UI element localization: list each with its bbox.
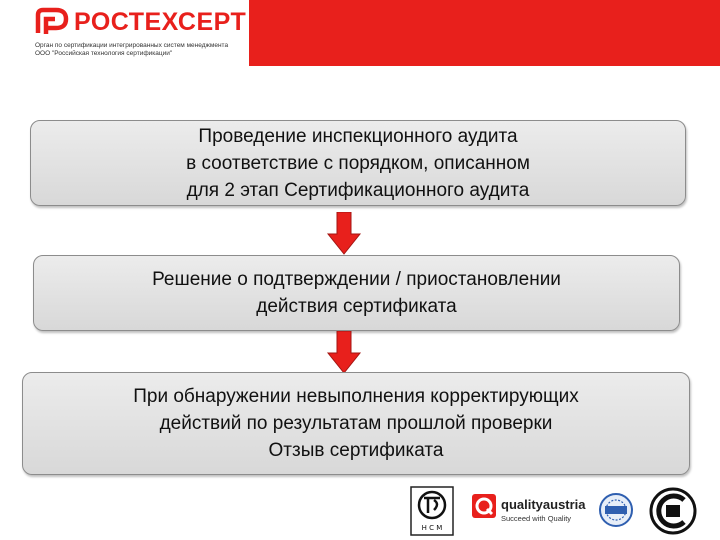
step-text-line: действий по результатам прошлой проверки <box>159 413 553 434</box>
step-text-line: Проведение инспекционного аудита <box>198 125 518 147</box>
header-red-band <box>249 0 720 66</box>
step-text-line: для 2 этап Сертификационного аудита <box>186 179 530 201</box>
step-certificate-withdrawal <box>22 372 690 475</box>
gost-caption: Н С М <box>421 524 443 532</box>
quality-austria-name: qualityaustria <box>501 497 586 512</box>
tagline-line: ООО "Российская технология сертификации" <box>35 50 173 57</box>
down-arrow-icon <box>326 331 362 375</box>
step-text-line: При обнаружении невыполнения корректирующих <box>133 386 579 407</box>
certification-seal-icon <box>648 486 698 536</box>
step-text-line: Отзыв сертификата <box>268 440 444 461</box>
step-text-line: в соответствие с порядком, описанном <box>186 152 530 174</box>
step-decision <box>33 255 680 331</box>
gost-r-icon <box>410 486 454 536</box>
tagline-line: Орган по сертификации интегрированных систем менеджмента <box>35 42 229 49</box>
quality-austria-logo <box>470 486 588 536</box>
step-inspection-audit <box>30 120 686 206</box>
quality-austria-slogan: Succeed with Quality <box>501 514 572 523</box>
step-text-line: Решение о подтверждении / приостановлении <box>152 269 561 290</box>
step-text-line: действия сертификата <box>256 296 457 317</box>
brand-name: РОСТЕХСЕРТ <box>74 8 247 36</box>
iqnet-icon <box>596 486 636 536</box>
rostexsert-logo-icon <box>34 7 70 37</box>
brand-tagline <box>35 42 245 58</box>
header <box>0 0 720 66</box>
down-arrow-icon <box>326 212 362 256</box>
